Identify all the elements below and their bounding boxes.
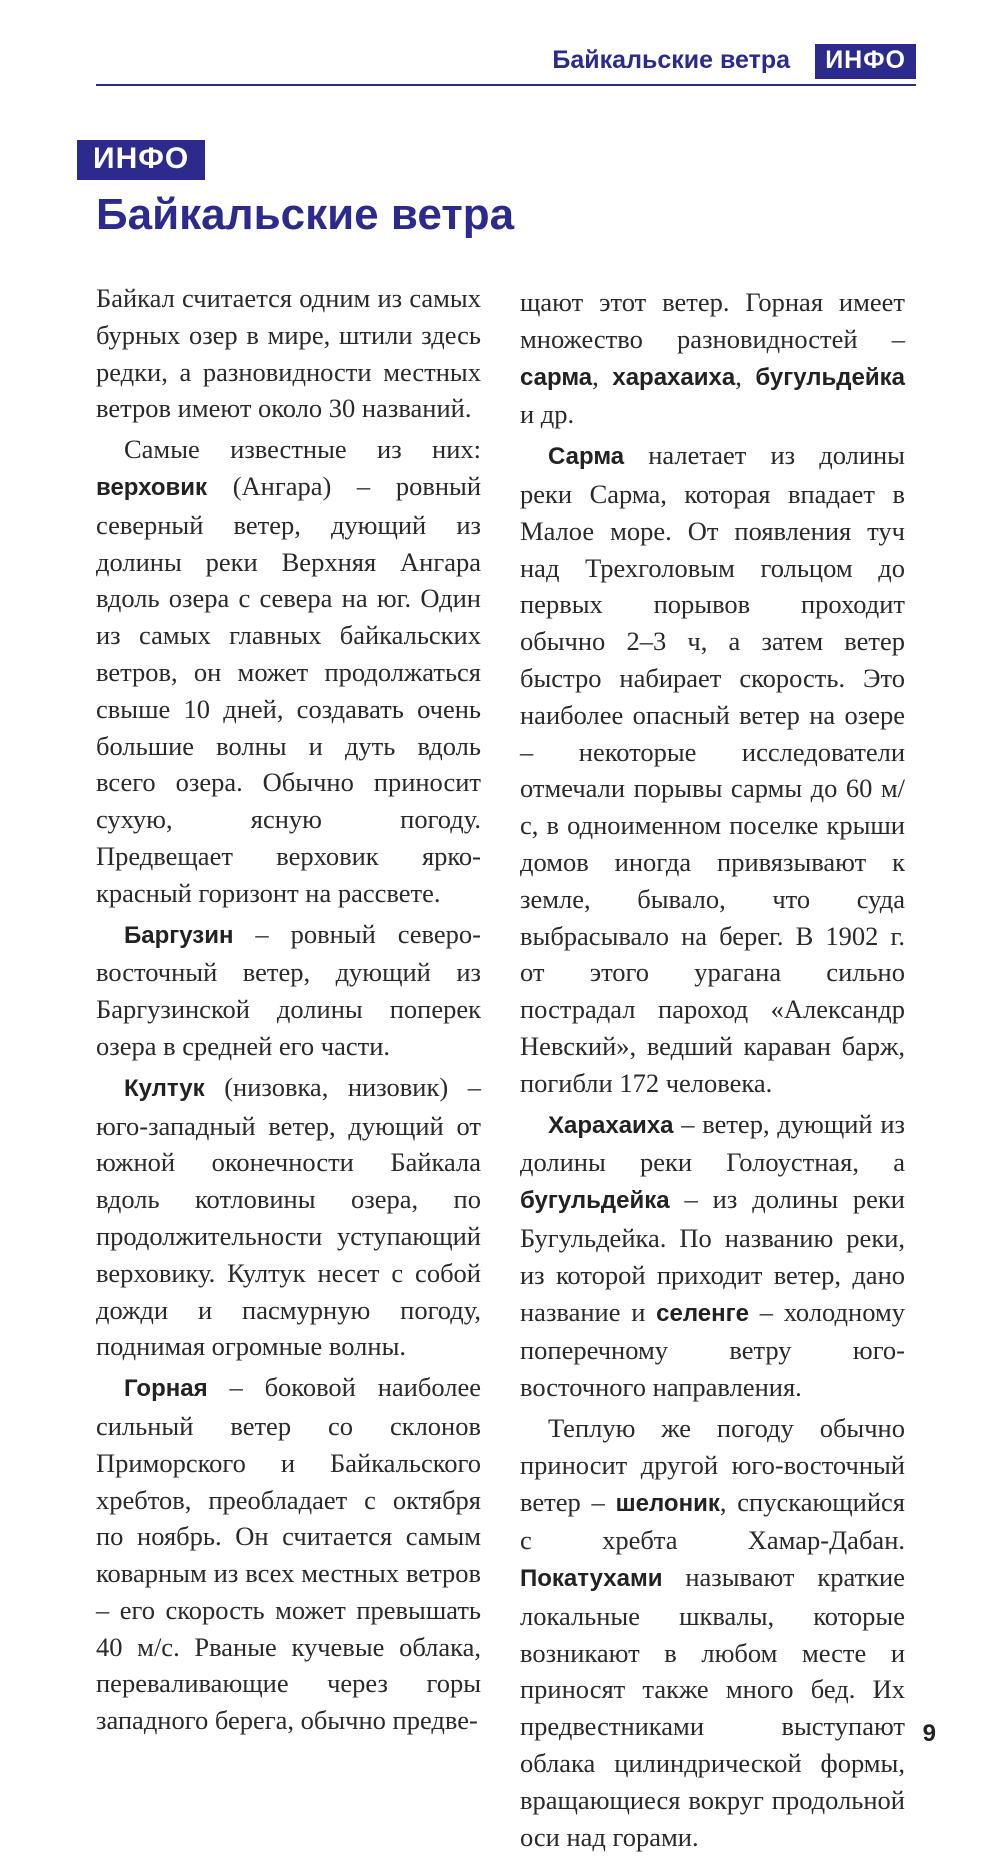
paragraph-kultuk: Култук (низовка, низовик) – юго-западный ветер, дующий от южной оконечности Байкала вдоль котловины озера, по продолжительности уступающий верховику. Култук несет с собой дожди и пасмурную погоду, поднимая огромные волны. — [96, 1071, 481, 1362]
term-sarma: сарма — [520, 363, 593, 391]
page-number: 9 — [922, 1720, 936, 1747]
running-header-badge: ИНФО — [815, 44, 916, 79]
term-kharakhaikha: харахаиха — [612, 363, 736, 391]
paragraph-kharakhaikha: Харахаиха – ветер, дующий из долины реки Голоустная, а бугульдейка – из долины реки Бугульдейка. По названию реки, из которой приходит ветер, дано название и селенге – холодному поперечному ветру юго-восточного направления. — [520, 1108, 905, 1403]
section-badge: ИНФО — [77, 140, 205, 180]
paragraph-gornaya-continued: щают этот ветер. Горная имеет множество разновидностей – сарма, харахаиха, бугульдейка и др. — [520, 287, 905, 430]
term-gornaya: Горная — [124, 1375, 208, 1403]
term-kultuk: Култук — [124, 1074, 205, 1102]
paragraph-intro: Байкал считается одним из самых бурных озер в мире, штили здесь редки, а разновидности местных ветров имеют около 30 названий. — [96, 283, 481, 424]
running-header-title: Байкальские ветра — [552, 46, 790, 74]
term-buguldeika: бугульдейка — [755, 363, 905, 391]
term-selenge: селенге — [656, 1299, 749, 1327]
term-sarma-heading: Сарма — [548, 443, 625, 471]
term-kharakhaikha-heading: Харахаиха — [548, 1111, 674, 1139]
right-column — [520, 284, 905, 1859]
running-header — [96, 44, 916, 86]
term-verkhovik: верховик — [96, 473, 208, 501]
left-column — [96, 280, 481, 1743]
page-title: Байкальские ветра — [96, 190, 515, 239]
term-buguldeika-heading: бугульдейка — [520, 1187, 670, 1215]
paragraph-sarma: Сарма налетает из долины реки Сарма, которая впадает в Малое море. От появления туч над Трехголовым гольцом до первых порывов проходит обычно 2–3 ч, а затем ветер быстро набирает скорость. Это наиболее опасный ветер на озере – некоторые исследователи отмечали порывы сармы до 60 м/с, в одноименном поселке крыши домов иногда привязывают к земле, бывало, что суда выбрасывало на берег. В 1902 г. от этого урагана сильно пострадал пароход «Александр Невский», ведший караван барж, погибли 172 человека. — [520, 440, 905, 1098]
paragraph-shelonik: Теплую же погоду обычно приносит другой юго-восточный ветер – шелоник, спускающийся с хребта Хамар-Дабан. Покатухами называют краткие локальные шквалы, которые возникают в любом месте и приносят также много бед. Их предвестниками выступают облака цилиндрической формы, вращающиеся вокруг продольной оси над горами. — [520, 1412, 905, 1852]
paragraph-gornaya: Горная – боковой наиболее сильный ветер со склонов Приморского и Байкальского хребтов, преобладает с октября по ноябрь. Он считается самым коварным из всех местных ветров – его скорость может превышать 40 м/с. Рваные кучевые облака, переваливающие через горы западного берега, обычно предве- — [96, 1372, 481, 1736]
paragraph-verkhovik: Самые известные из них: верховик (Ангара) – ровный северный ветер, дующий из долины реки Верхняя Ангара вдоль озера с севера на юг. Один из самых главных байкальских ветров, он может продолжаться свыше 10 дней, создавать очень большие волны и дуть вдоль всего озера. Обычно приносит сухую, ясную погоду. Предвещает верховик ярко-красный горизонт на рассвете. — [96, 434, 481, 908]
term-shelonik: шелоник — [615, 1489, 720, 1517]
term-barguzin: Баргузин — [124, 921, 234, 949]
term-pokatukhi: Покатухами — [520, 1565, 663, 1593]
paragraph-barguzin: Баргузин – ровный северо-восточный ветер, дующий из Баргузинской долины поперек озера в средней его части. — [96, 918, 481, 1061]
